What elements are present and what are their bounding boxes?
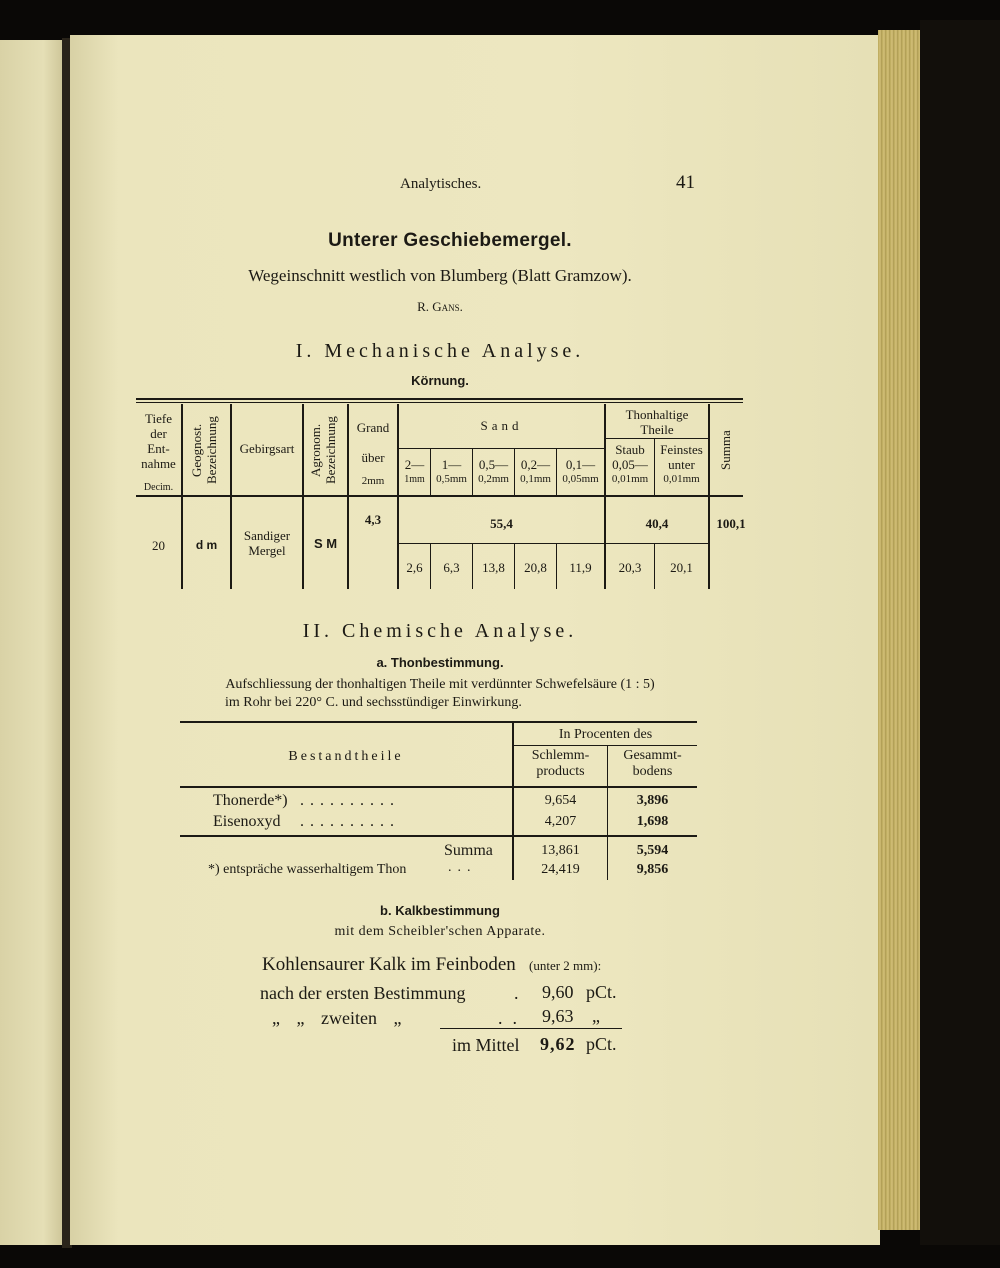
table2-row-name: Eisenoxyd [213,813,281,830]
table2-summa-label: Summa [444,842,493,859]
kalk-line2-unit: pCt. [586,982,617,1002]
table1-vline [708,404,710,589]
page-title: Unterer Geschiebemergel. [328,230,572,251]
table2-value: 9,654 [544,793,577,808]
cell-summa: 100,1 [716,516,746,531]
section2-sub-b-desc: mit dem Scheibler'schen Apparate. [334,924,546,939]
table1-vline [302,404,304,589]
cell-geognost: d m [195,538,218,552]
kalk-line3-label: „ „ zweiten „ [272,1008,402,1028]
header-gebirgsart: Gebirgsart [239,441,295,456]
table1-thon-rule [605,438,708,439]
kalk-line2-value: 9,60 [542,982,574,1002]
table2-top-rule [180,721,697,723]
cell-sand-value: 6,3 [443,560,460,575]
table2-group-header: In Procenten des [558,727,653,742]
header-sand: Sand [480,418,523,433]
cell-agronom: S M [313,536,338,551]
table2-value: 4,207 [544,814,577,829]
section2-desc-2: im Rohr bei 220° C. und sechsstündiger Einwirkung. [225,695,522,710]
cell-gebirgsart: Sandiger Mergel [243,528,291,558]
table1-top-rule [136,398,743,400]
cell-thon-value: 20,3 [618,560,642,575]
header-sand-sub: 0,1— 0,05mm [562,457,599,485]
page-number: 41 [676,172,695,193]
header-geognost: Geognost. Bezeichnung [189,416,219,485]
table1-data-rule [398,543,708,544]
kalk-line4-label: im Mittel [452,1035,520,1055]
kalk-dots: .. [498,1008,527,1028]
header-tiefe: Tiefe der Ent- nahme [141,411,176,471]
cell-sand-value: 2,6 [406,560,423,575]
header-feinstes: Feinstes unter 0,01mm [660,442,703,485]
kalk-line4-unit: pCt. [586,1034,617,1054]
kalk-sum-rule [440,1028,622,1029]
table2-col2-header: Schlemm- products [531,748,590,779]
kalk-line3-value: 9,63 [542,1006,574,1026]
table1-header-rule [136,495,743,497]
header-summa: Summa [718,430,733,471]
header-thon: Thonhaltige Theile [625,407,689,437]
header-staub: Staub 0,05— 0,01mm [611,442,649,485]
kalk-line4-value: 9,62 [540,1034,576,1054]
table2-header-rule [180,786,697,788]
table2-footnote-value: 9,856 [636,862,669,877]
header-decim: Decim. [143,482,174,493]
cell-grand: 4,3 [364,512,382,527]
kalk-line2-label: nach der ersten Bestimmung [260,983,466,1003]
kalk-line1-note: (unter 2 mm): [529,958,602,973]
table2-value: 1,698 [636,814,669,829]
cell-thon-value: 20,1 [670,560,693,575]
header-sand-sub: 1— 0,5mm [436,457,467,485]
table2-value: 3,896 [636,793,669,808]
kalk-dot: . [514,983,519,1003]
cell-sand-value: 13,8 [482,560,505,575]
header-sand-sub: 2— 1mm [404,457,425,485]
table1-vline [230,404,232,589]
author: R. Gans. [417,299,463,314]
kalk-line1: Kohlensaurer Kalk im Feinboden [262,954,516,975]
table1-vline [181,404,183,589]
header-agronom: Agronom. Bezeichnung [308,416,338,485]
header-sand-sub: 0,5— 0,2mm [478,457,509,485]
page-subtitle: Wegeinschnitt westlich von Blumberg (Blatt Gramzow). [248,266,632,285]
table2-row-name: Thonerde*) [213,792,288,809]
table2-footnote: *) entspräche wasserhaltigem Thon [208,862,407,877]
table2-footnote-value: 24,419 [541,862,580,877]
section1-subheading: Körnung. [411,373,469,388]
table2-leader-dots: .......... [300,792,400,809]
table2-group-rule [512,745,697,746]
table2-leader-dots: .......... [300,813,400,830]
section1-heading: I. Mechanische Analyse. [295,340,585,362]
table2-summa-value: 13,861 [541,843,580,858]
header-grand-2: über [361,450,385,465]
kalk-line3-unit: „ [592,1006,600,1026]
table2-leader-dots: ... [448,860,477,875]
table2-sum-rule [180,835,697,837]
header-grand-1: Grand [356,420,390,435]
section2-desc-1: Aufschliessung der thonhaltigen Theile mit verdünnter Schwefelsäure (1 : 5) [225,677,655,692]
table2-col1-header: Bestandtheile [288,749,404,764]
cell-sand-value: 20,8 [524,560,547,575]
section2-heading: II. Chemische Analyse. [302,620,578,642]
cell-tiefe: 20 [152,538,165,553]
cell-sand-total: 55,4 [490,516,513,531]
table1-sand-rule [398,448,604,449]
table2-col3-header: Gesammt- bodens [623,748,682,779]
header-sand-sub: 0,2— 0,1mm [520,457,551,485]
running-title: Analytisches. [400,176,482,192]
section2-sub-b: b. Kalkbestimmung [380,903,500,918]
table2-summa-value: 5,594 [636,843,669,858]
cell-sand-value: 11,9 [569,560,592,575]
cell-thon-total: 40,4 [645,516,669,531]
section2-sub-a: a. Thonbestimmung. [376,655,504,670]
header-grand-3: 2mm [361,475,385,487]
table1-top-rule-thin [136,402,743,403]
